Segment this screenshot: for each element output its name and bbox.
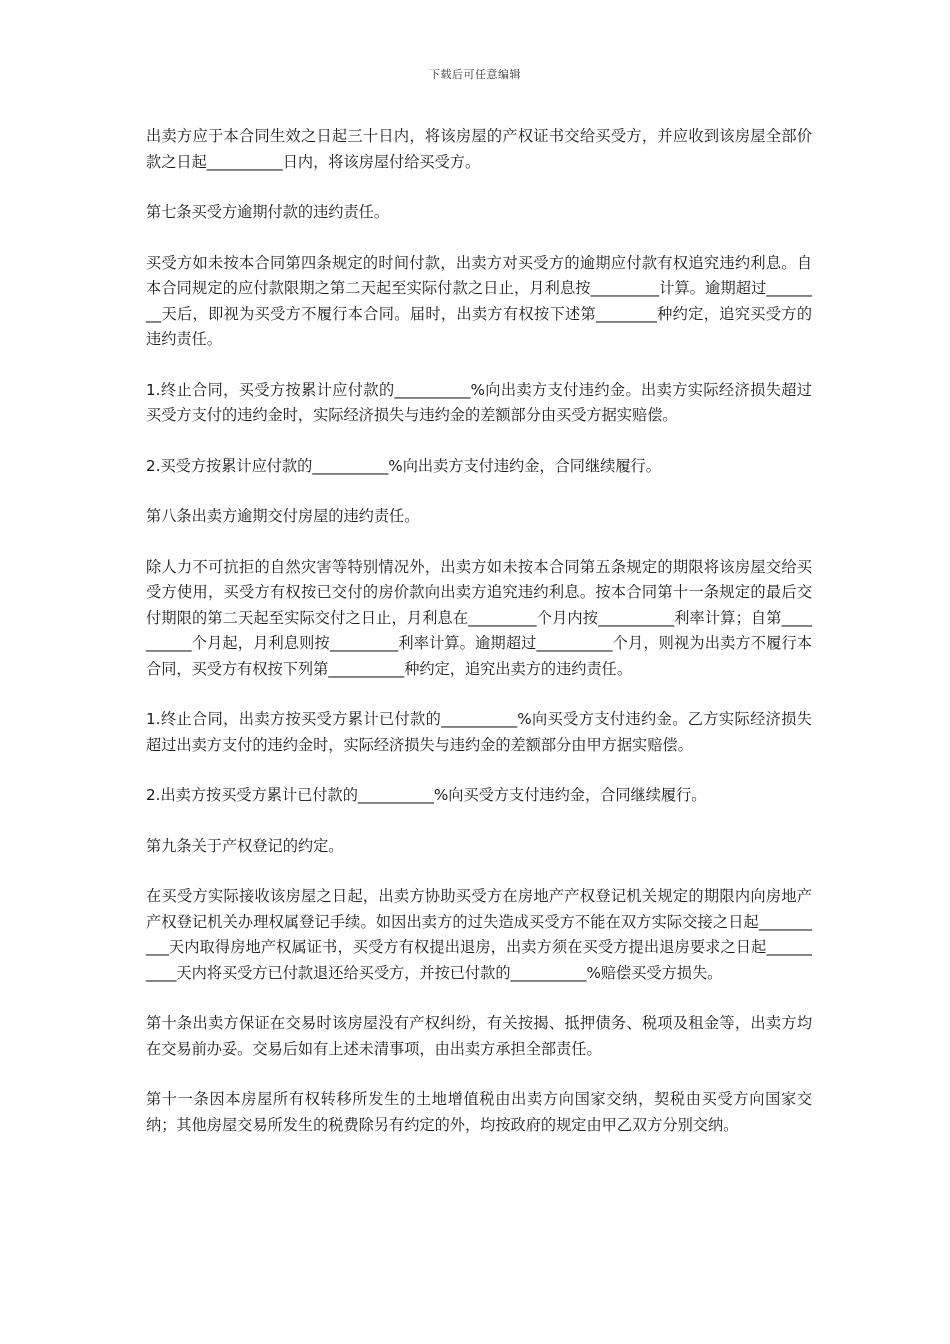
- article-paragraph: 第十条出卖方保证在交易时该房屋没有产权纠纷，有关按揭、抵押债务、税项及租金等，出卖方均在交易前办妥。交易后如有上述未清事项，由出卖方承担全部责任。: [146, 1014, 812, 1058]
- page-header: 下载后可任意编辑: [429, 68, 521, 81]
- paragraph: 出卖方应于本合同生效之日起三十日内，将该房屋的产权证书交给买受方，并应收到该房屋全部价款之日起__________日内，将该房屋付给买受方。: [146, 127, 812, 171]
- article-heading: 第七条买受方逾期付款的违约责任。: [146, 203, 389, 221]
- clause-item: 2.买受方按累计应付款的__________%向出卖方支付违约金，合同继续履行。: [146, 456, 661, 475]
- article-heading: 第八条出卖方逾期交付房屋的违约责任。: [146, 507, 420, 525]
- paragraph: 买受方如未按本合同第四条规定的时间付款，出卖方对买受方的逾期应付款有权追究违约利息。自本合同规定的应付款限期之第二天起至实际付款之日止，月利息按_________计算。逾期超过________天后，即视为买受方不履行本合同。届时，出卖方有权按下述第________种约定，追究买受方的违约责任。: [146, 253, 812, 348]
- paragraph: 除人力不可抗拒的自然灾害等特别情况外，出卖方如未按本合同第五条规定的期限将该房屋交给买受方使用，买受方有权按已交付的房价款向出卖方追究违约利息。按本合同第十一条规定的最后交付期限的第二天起至实际交付之日止，月利息在_________个月内按__________利率计算；自第__________个月起，月利息则按_________利率计算。逾期超过__________个月，则视为出卖方不履行本合同，买受方有权按下列第__________种约定，追究出卖方的违约责任。: [146, 557, 812, 678]
- document-body: [146, 124, 812, 1163]
- paragraph: 在买受方实际接收该房屋之日起，出卖方协助买受方在房地产产权登记机关规定的期限内向房地产产权登记机关办理权属登记手续。如因出卖方的过失造成买受方不能在双方实际交接之日起__________天内取得房地产权属证书，买受方有权提出退房，出卖方须在买受方提出退房要求之日起__________天内将买受方已付款退还给买受方，并按已付款的__________%赔偿买受方损失。: [146, 887, 812, 982]
- clause-item: 1.终止合同，买受方按累计应付款的__________%向出卖方支付违约金。出卖方实际经济损失超过买受方支付的违约金时，实际经济损失与违约金的差额部分由买受方据实赔偿。: [146, 380, 812, 424]
- article-heading: 第九条关于产权登记的约定。: [146, 836, 344, 855]
- clause-item: 2.出卖方按买受方累计已付款的__________%向买受方支付违约金，合同继续履行。: [146, 786, 707, 804]
- article-paragraph: 第十一条因本房屋所有权转移所发生的土地增值税由出卖方向国家交纳，契税由买受方向国家交纳；其他房屋交易所发生的税费除另有约定的外，均按政府的规定由甲乙双方分别交纳。: [146, 1090, 812, 1134]
- clause-item: 1.终止合同，出卖方按买受方累计已付款的__________%向买受方支付违约金。乙方实际经济损失超过出卖方支付的违约金时，实际经济损失与违约金的差额部分由甲方据实赔偿。: [146, 710, 812, 754]
